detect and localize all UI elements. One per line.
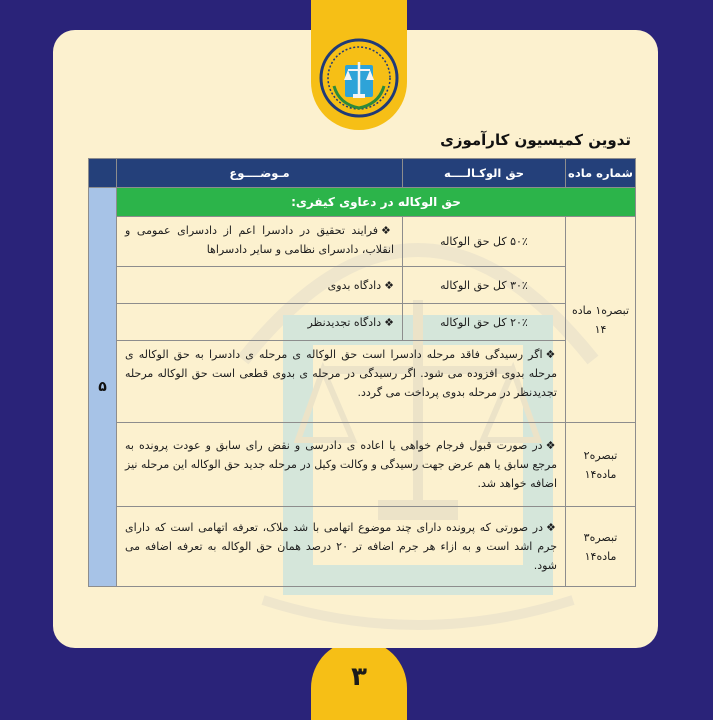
bullet-icon: ❖ xyxy=(384,315,394,329)
bullet-icon: ❖ xyxy=(384,278,394,292)
fee-cell: ۲۰٪ کل حق الوکاله xyxy=(403,304,566,341)
table-row xyxy=(89,304,636,341)
subject-cell: ❖در صورت قبول فرجام خواهی یا اعاده ی دادرسی و نقض رای سابق و عودت پرونده به مرجع سابق یا هم عرض جهت رسیدگی و وکالت وکیل در مرحله جدید حق الوکاله این مرحله نیز اضافه خواهد شد. xyxy=(117,423,566,507)
bullet-icon: ❖ xyxy=(545,439,557,452)
table-row xyxy=(89,341,636,423)
bullet-icon: ❖ xyxy=(381,224,394,237)
note-1-cell: تبصره۱ ماده ۱۴ xyxy=(566,217,636,423)
note-2-cell: تبصره۲ ماده۱۴ xyxy=(566,423,636,507)
table-row xyxy=(89,507,636,587)
section-heading: حق الوکاله در دعاوی کیفری: xyxy=(117,188,636,217)
table-row xyxy=(89,267,636,304)
subject-cell: ❖دادگاه بدوی xyxy=(117,267,403,304)
scales-of-justice-logo-icon xyxy=(319,38,399,118)
fee-table xyxy=(88,158,636,587)
header-fee: حق الوکـالــــه xyxy=(403,159,566,188)
table-row xyxy=(89,423,636,507)
bullet-icon: ❖ xyxy=(545,521,557,534)
subject-cell: ❖اگر رسیدگی فاقد مرحله دادسرا است حق الوکاله ی مرحله ی دادسرا به حق الوکاله ی مرحله بدوی افزوده می شود. اگر رسیدگی در مرحله ی بدوی قطعی است حق الوکاله مرحله تجدیدنظر در مرحله بدوی پرداخت می گردد. xyxy=(117,341,566,423)
fee-cell: ۳۰٪ کل حق الوکاله xyxy=(403,267,566,304)
subject-cell: ❖دادگاه تجدیدنظر xyxy=(117,304,403,341)
header-subject: مـوضــــوع xyxy=(117,159,403,188)
table-header-row xyxy=(89,159,636,188)
article-number: ۵ xyxy=(89,188,117,587)
header-blank xyxy=(89,159,117,188)
subject-cell: ❖در صورتی که پرونده دارای چند موضوع اتهامی با شد ملاک، تعرفه اتهامی است که دارای جرم اشد است و به ازاء هر جرم اضافه تر ۲۰ درصد همان حق الوکاله به تعرفه اضافه می شود. xyxy=(117,507,566,587)
bullet-icon: ❖ xyxy=(545,348,557,361)
note-3-cell: تبصره۳ ماده۱۴ xyxy=(566,507,636,587)
subject-cell: ❖فرایند تحقیق در دادسرا اعم از دادسرای عمومی و انقلاب، دادسرای نظامی و سایر دادسراها xyxy=(117,217,403,267)
page-number: ۳ xyxy=(351,662,367,692)
header-article-no: شماره ماده xyxy=(566,159,636,188)
table-row xyxy=(89,217,636,267)
page-title: تدوین کمیسیون کارآموزی xyxy=(440,131,631,149)
section-row xyxy=(89,188,636,217)
page-number-tab xyxy=(311,640,407,720)
fee-cell: ۵۰٪ کل حق الوکاله xyxy=(403,217,566,267)
